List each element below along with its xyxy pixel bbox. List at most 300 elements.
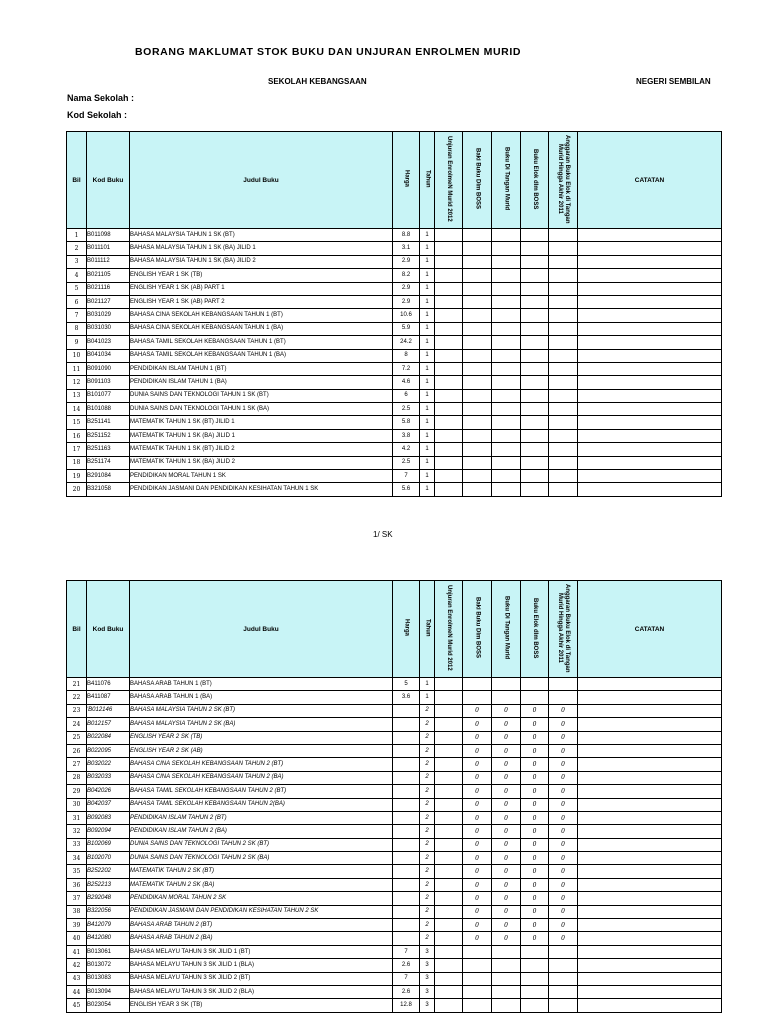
- cell-catatan[interactable]: [578, 470, 722, 483]
- cell-catatan[interactable]: [578, 865, 722, 878]
- cell-anggaran[interactable]: [549, 416, 578, 429]
- cell-anggaran[interactable]: [549, 362, 578, 375]
- cell-buku-elok[interactable]: [521, 456, 549, 469]
- cell-buku-tangan[interactable]: 0: [492, 919, 521, 932]
- cell-unjuran[interactable]: [435, 691, 463, 704]
- cell-unjuran[interactable]: [435, 678, 463, 691]
- cell-judul-buku[interactable]: BAHASA TAMIL SEKOLAH KEBANGSAAN TAHUN 2 (BT): [130, 785, 393, 798]
- cell-harga[interactable]: 10.6: [393, 309, 420, 322]
- cell-harga[interactable]: [393, 798, 420, 811]
- cell-bil[interactable]: 22: [67, 691, 87, 704]
- cell-anggaran[interactable]: [549, 456, 578, 469]
- cell-harga[interactable]: 2.5: [393, 456, 420, 469]
- cell-buku-tangan[interactable]: [492, 443, 521, 456]
- cell-harga[interactable]: 2.9: [393, 282, 420, 295]
- cell-unjuran[interactable]: [435, 905, 463, 918]
- cell-kod-buku[interactable]: B321058: [87, 483, 130, 496]
- cell-harga[interactable]: [393, 704, 420, 717]
- cell-catatan[interactable]: [578, 704, 722, 717]
- cell-tahun[interactable]: 2: [420, 785, 435, 798]
- cell-baki[interactable]: [463, 242, 492, 255]
- cell-unjuran[interactable]: [435, 972, 463, 985]
- cell-buku-tangan[interactable]: [492, 456, 521, 469]
- cell-judul-buku[interactable]: DUNIA SAINS DAN TEKNOLOGI TAHUN 2 SK (BT): [130, 838, 393, 851]
- cell-judul-buku[interactable]: PENDIDIKAN ISLAM TAHUN 2 (BA): [130, 825, 393, 838]
- cell-harga[interactable]: [393, 758, 420, 771]
- cell-tahun[interactable]: 3: [420, 959, 435, 972]
- cell-harga[interactable]: [393, 731, 420, 744]
- cell-buku-tangan[interactable]: [492, 229, 521, 242]
- cell-catatan[interactable]: [578, 429, 722, 442]
- cell-unjuran[interactable]: [435, 811, 463, 824]
- cell-anggaran[interactable]: 0: [549, 852, 578, 865]
- cell-judul-buku[interactable]: BAHASA TAMIL SEKOLAH KEBANGSAAN TAHUN 1 (BA): [130, 349, 393, 362]
- cell-tahun[interactable]: 2: [420, 718, 435, 731]
- cell-buku-tangan[interactable]: [492, 416, 521, 429]
- cell-baki[interactable]: [463, 282, 492, 295]
- cell-buku-tangan[interactable]: [492, 678, 521, 691]
- cell-catatan[interactable]: [578, 362, 722, 375]
- cell-kod-buku[interactable]: B022084: [87, 731, 130, 744]
- cell-tahun[interactable]: 1: [420, 456, 435, 469]
- cell-anggaran[interactable]: 0: [549, 811, 578, 824]
- cell-baki[interactable]: [463, 322, 492, 335]
- cell-bil[interactable]: 41: [67, 945, 87, 958]
- cell-anggaran[interactable]: [549, 309, 578, 322]
- cell-buku-elok[interactable]: [521, 362, 549, 375]
- cell-catatan[interactable]: [578, 376, 722, 389]
- cell-unjuran[interactable]: [435, 825, 463, 838]
- cell-kod-buku[interactable]: B092083: [87, 811, 130, 824]
- cell-buku-elok[interactable]: [521, 389, 549, 402]
- cell-tahun[interactable]: 2: [420, 919, 435, 932]
- cell-catatan[interactable]: [578, 309, 722, 322]
- cell-judul-buku[interactable]: MATEMATIK TAHUN 1 SK (BT) JILID 2: [130, 443, 393, 456]
- cell-judul-buku[interactable]: ENGLISH YEAR 1 SK (TB): [130, 269, 393, 282]
- cell-bil[interactable]: 44: [67, 985, 87, 998]
- cell-tahun[interactable]: 1: [420, 389, 435, 402]
- cell-buku-elok[interactable]: [521, 229, 549, 242]
- cell-tahun[interactable]: 1: [420, 403, 435, 416]
- cell-catatan[interactable]: [578, 744, 722, 757]
- cell-unjuran[interactable]: [435, 798, 463, 811]
- cell-tahun[interactable]: 1: [420, 443, 435, 456]
- cell-kod-buku[interactable]: B013083: [87, 972, 130, 985]
- cell-harga[interactable]: [393, 785, 420, 798]
- cell-buku-tangan[interactable]: [492, 376, 521, 389]
- cell-kod-buku[interactable]: B011101: [87, 242, 130, 255]
- cell-buku-tangan[interactable]: 0: [492, 892, 521, 905]
- cell-bil[interactable]: 17: [67, 443, 87, 456]
- cell-buku-tangan[interactable]: 0: [492, 825, 521, 838]
- cell-buku-tangan[interactable]: [492, 362, 521, 375]
- cell-kod-buku[interactable]: B021127: [87, 295, 130, 308]
- cell-kod-buku[interactable]: B011112: [87, 255, 130, 268]
- cell-buku-elok[interactable]: [521, 999, 549, 1012]
- cell-baki[interactable]: [463, 429, 492, 442]
- cell-unjuran[interactable]: [435, 336, 463, 349]
- cell-anggaran[interactable]: [549, 389, 578, 402]
- cell-catatan[interactable]: [578, 322, 722, 335]
- cell-baki[interactable]: 0: [463, 771, 492, 784]
- cell-judul-buku[interactable]: BAHASA CINA SEKOLAH KEBANGSAAN TAHUN 1 (BT): [130, 309, 393, 322]
- cell-anggaran[interactable]: [549, 691, 578, 704]
- cell-harga[interactable]: 3.6: [393, 691, 420, 704]
- cell-buku-tangan[interactable]: [492, 336, 521, 349]
- cell-unjuran[interactable]: [435, 443, 463, 456]
- cell-anggaran[interactable]: [549, 336, 578, 349]
- cell-buku-tangan[interactable]: [492, 349, 521, 362]
- cell-baki[interactable]: [463, 376, 492, 389]
- cell-baki[interactable]: [463, 349, 492, 362]
- cell-tahun[interactable]: 3: [420, 972, 435, 985]
- cell-anggaran[interactable]: 0: [549, 718, 578, 731]
- cell-anggaran[interactable]: [549, 678, 578, 691]
- cell-catatan[interactable]: [578, 389, 722, 402]
- cell-kod-buku[interactable]: B092094: [87, 825, 130, 838]
- cell-kod-buku[interactable]: B032022: [87, 758, 130, 771]
- cell-tahun[interactable]: 2: [420, 704, 435, 717]
- cell-bil[interactable]: 4: [67, 269, 87, 282]
- cell-baki[interactable]: [463, 362, 492, 375]
- cell-tahun[interactable]: 2: [420, 758, 435, 771]
- cell-judul-buku[interactable]: PENDIDIKAN ISLAM TAHUN 1 (BA): [130, 376, 393, 389]
- cell-tahun[interactable]: 1: [420, 255, 435, 268]
- cell-bil[interactable]: 14: [67, 403, 87, 416]
- cell-judul-buku[interactable]: BAHASA ARAB TAHUN 1 (BA): [130, 691, 393, 704]
- cell-catatan[interactable]: [578, 349, 722, 362]
- cell-buku-tangan[interactable]: 0: [492, 785, 521, 798]
- cell-judul-buku[interactable]: PENDIDIKAN ISLAM TAHUN 2 (BT): [130, 811, 393, 824]
- cell-harga[interactable]: 8.2: [393, 269, 420, 282]
- cell-tahun[interactable]: 2: [420, 798, 435, 811]
- cell-tahun[interactable]: 2: [420, 932, 435, 945]
- cell-baki[interactable]: 0: [463, 758, 492, 771]
- cell-anggaran[interactable]: 0: [549, 798, 578, 811]
- cell-anggaran[interactable]: [549, 972, 578, 985]
- cell-harga[interactable]: 2.5: [393, 403, 420, 416]
- cell-judul-buku[interactable]: DUNIA SAINS DAN TEKNOLOGI TAHUN 1 SK (BT): [130, 389, 393, 402]
- cell-catatan[interactable]: [578, 483, 722, 496]
- cell-bil[interactable]: 24: [67, 718, 87, 731]
- cell-harga[interactable]: 5.9: [393, 322, 420, 335]
- cell-catatan[interactable]: [578, 892, 722, 905]
- cell-judul-buku[interactable]: BAHASA ARAB TAHUN 2 (BA): [130, 932, 393, 945]
- cell-kod-buku[interactable]: B101077: [87, 389, 130, 402]
- cell-buku-elok[interactable]: 0: [521, 838, 549, 851]
- cell-catatan[interactable]: [578, 825, 722, 838]
- cell-buku-elok[interactable]: 0: [521, 932, 549, 945]
- cell-tahun[interactable]: 1: [420, 229, 435, 242]
- cell-kod-buku[interactable]: B011098: [87, 229, 130, 242]
- cell-anggaran[interactable]: 0: [549, 878, 578, 891]
- cell-harga[interactable]: 7.2: [393, 362, 420, 375]
- cell-buku-tangan[interactable]: 0: [492, 718, 521, 731]
- cell-catatan[interactable]: [578, 269, 722, 282]
- cell-unjuran[interactable]: [435, 892, 463, 905]
- cell-catatan[interactable]: [578, 919, 722, 932]
- cell-anggaran[interactable]: 0: [549, 744, 578, 757]
- cell-judul-buku[interactable]: PENDIDIKAN JASMANI DAN PENDIDIKAN KESIHATAN TAHUN 1 SK: [130, 483, 393, 496]
- cell-anggaran[interactable]: [549, 403, 578, 416]
- cell-anggaran[interactable]: [549, 985, 578, 998]
- cell-harga[interactable]: 2.6: [393, 985, 420, 998]
- cell-tahun[interactable]: 2: [420, 878, 435, 891]
- cell-kod-buku[interactable]: 'B012146: [87, 704, 130, 717]
- cell-buku-elok[interactable]: [521, 678, 549, 691]
- cell-harga[interactable]: 2.9: [393, 295, 420, 308]
- cell-unjuran[interactable]: [435, 376, 463, 389]
- cell-unjuran[interactable]: [435, 470, 463, 483]
- cell-baki[interactable]: 0: [463, 744, 492, 757]
- cell-unjuran[interactable]: [435, 865, 463, 878]
- cell-catatan[interactable]: [578, 242, 722, 255]
- cell-buku-tangan[interactable]: [492, 282, 521, 295]
- cell-bil[interactable]: 19: [67, 470, 87, 483]
- cell-kod-buku[interactable]: B102069: [87, 838, 130, 851]
- cell-anggaran[interactable]: [549, 295, 578, 308]
- cell-baki[interactable]: 0: [463, 878, 492, 891]
- cell-buku-elok[interactable]: [521, 945, 549, 958]
- cell-baki[interactable]: [463, 456, 492, 469]
- cell-baki[interactable]: [463, 972, 492, 985]
- cell-anggaran[interactable]: 0: [549, 919, 578, 932]
- cell-harga[interactable]: [393, 865, 420, 878]
- cell-judul-buku[interactable]: DUNIA SAINS DAN TEKNOLOGI TAHUN 2 SK (BA): [130, 852, 393, 865]
- cell-baki[interactable]: 0: [463, 919, 492, 932]
- cell-tahun[interactable]: 1: [420, 691, 435, 704]
- cell-buku-tangan[interactable]: [492, 483, 521, 496]
- cell-tahun[interactable]: 3: [420, 985, 435, 998]
- cell-buku-tangan[interactable]: 0: [492, 905, 521, 918]
- cell-bil[interactable]: 42: [67, 959, 87, 972]
- cell-tahun[interactable]: 2: [420, 731, 435, 744]
- cell-judul-buku[interactable]: BAHASA ARAB TAHUN 1 (BT): [130, 678, 393, 691]
- cell-judul-buku[interactable]: BAHASA MELAYU TAHUN 3 SK JILID 1 (BLA): [130, 959, 393, 972]
- cell-kod-buku[interactable]: B252202: [87, 865, 130, 878]
- cell-buku-elok[interactable]: [521, 282, 549, 295]
- cell-buku-tangan[interactable]: 0: [492, 878, 521, 891]
- cell-buku-elok[interactable]: [521, 349, 549, 362]
- cell-buku-elok[interactable]: [521, 295, 549, 308]
- cell-anggaran[interactable]: 0: [549, 758, 578, 771]
- cell-anggaran[interactable]: 0: [549, 785, 578, 798]
- cell-anggaran[interactable]: [549, 483, 578, 496]
- cell-harga[interactable]: [393, 838, 420, 851]
- cell-harga[interactable]: [393, 744, 420, 757]
- cell-unjuran[interactable]: [435, 483, 463, 496]
- cell-tahun[interactable]: 1: [420, 376, 435, 389]
- cell-anggaran[interactable]: [549, 429, 578, 442]
- cell-buku-elok[interactable]: [521, 336, 549, 349]
- cell-harga[interactable]: 3.1: [393, 242, 420, 255]
- cell-anggaran[interactable]: [549, 349, 578, 362]
- cell-tahun[interactable]: 2: [420, 771, 435, 784]
- cell-kod-buku[interactable]: B022095: [87, 744, 130, 757]
- cell-buku-elok[interactable]: 0: [521, 811, 549, 824]
- cell-kod-buku[interactable]: B042037: [87, 798, 130, 811]
- cell-bil[interactable]: 1: [67, 229, 87, 242]
- cell-kod-buku[interactable]: B292048: [87, 892, 130, 905]
- cell-unjuran[interactable]: [435, 429, 463, 442]
- cell-bil[interactable]: 38: [67, 905, 87, 918]
- cell-bil[interactable]: 18: [67, 456, 87, 469]
- cell-buku-elok[interactable]: [521, 255, 549, 268]
- cell-catatan[interactable]: [578, 403, 722, 416]
- cell-harga[interactable]: [393, 919, 420, 932]
- cell-catatan[interactable]: [578, 945, 722, 958]
- cell-catatan[interactable]: [578, 758, 722, 771]
- cell-buku-tangan[interactable]: [492, 295, 521, 308]
- cell-kod-buku[interactable]: B013094: [87, 985, 130, 998]
- cell-harga[interactable]: 4.2: [393, 443, 420, 456]
- cell-buku-tangan[interactable]: [492, 470, 521, 483]
- cell-buku-elok[interactable]: 0: [521, 771, 549, 784]
- cell-anggaran[interactable]: [549, 322, 578, 335]
- cell-buku-tangan[interactable]: 0: [492, 704, 521, 717]
- cell-anggaran[interactable]: 0: [549, 892, 578, 905]
- cell-anggaran[interactable]: [549, 269, 578, 282]
- cell-kod-buku[interactable]: B251174: [87, 456, 130, 469]
- cell-harga[interactable]: 7: [393, 470, 420, 483]
- cell-bil[interactable]: 10: [67, 349, 87, 362]
- cell-anggaran[interactable]: [549, 470, 578, 483]
- cell-kod-buku[interactable]: B251152: [87, 429, 130, 442]
- cell-baki[interactable]: 0: [463, 718, 492, 731]
- cell-judul-buku[interactable]: BAHASA MALAYSIA TAHUN 1 SK (BA) JILID 1: [130, 242, 393, 255]
- cell-baki[interactable]: [463, 959, 492, 972]
- cell-baki[interactable]: [463, 295, 492, 308]
- cell-bil[interactable]: 27: [67, 758, 87, 771]
- cell-harga[interactable]: 2.9: [393, 255, 420, 268]
- cell-harga[interactable]: 24.2: [393, 336, 420, 349]
- cell-harga[interactable]: 3.8: [393, 429, 420, 442]
- cell-unjuran[interactable]: [435, 403, 463, 416]
- cell-buku-elok[interactable]: [521, 470, 549, 483]
- cell-buku-elok[interactable]: 0: [521, 919, 549, 932]
- cell-unjuran[interactable]: [435, 362, 463, 375]
- cell-bil[interactable]: 23: [67, 704, 87, 717]
- cell-kod-buku[interactable]: B021116: [87, 282, 130, 295]
- cell-buku-tangan[interactable]: [492, 691, 521, 704]
- cell-judul-buku[interactable]: MATEMATIK TAHUN 2 SK (BT): [130, 865, 393, 878]
- cell-harga[interactable]: 6: [393, 389, 420, 402]
- cell-buku-elok[interactable]: 0: [521, 704, 549, 717]
- cell-catatan[interactable]: [578, 959, 722, 972]
- cell-unjuran[interactable]: [435, 852, 463, 865]
- cell-baki[interactable]: 0: [463, 731, 492, 744]
- cell-buku-elok[interactable]: [521, 403, 549, 416]
- cell-unjuran[interactable]: [435, 838, 463, 851]
- cell-buku-elok[interactable]: [521, 972, 549, 985]
- cell-buku-elok[interactable]: [521, 416, 549, 429]
- cell-anggaran[interactable]: 0: [549, 771, 578, 784]
- cell-judul-buku[interactable]: BAHASA MALAYSIA TAHUN 2 SK (BT): [130, 704, 393, 717]
- cell-unjuran[interactable]: [435, 322, 463, 335]
- cell-harga[interactable]: 7: [393, 972, 420, 985]
- cell-harga[interactable]: [393, 771, 420, 784]
- cell-unjuran[interactable]: [435, 242, 463, 255]
- cell-bil[interactable]: 39: [67, 919, 87, 932]
- cell-kod-buku[interactable]: B012157: [87, 718, 130, 731]
- cell-buku-tangan[interactable]: 0: [492, 731, 521, 744]
- cell-baki[interactable]: 0: [463, 785, 492, 798]
- cell-harga[interactable]: 5.8: [393, 416, 420, 429]
- cell-tahun[interactable]: 1: [420, 362, 435, 375]
- cell-baki[interactable]: 0: [463, 905, 492, 918]
- cell-judul-buku[interactable]: ENGLISH YEAR 2 SK (TB): [130, 731, 393, 744]
- cell-harga[interactable]: 12.8: [393, 999, 420, 1012]
- cell-unjuran[interactable]: [435, 945, 463, 958]
- cell-buku-tangan[interactable]: [492, 429, 521, 442]
- cell-bil[interactable]: 33: [67, 838, 87, 851]
- cell-unjuran[interactable]: [435, 771, 463, 784]
- cell-buku-elok[interactable]: [521, 269, 549, 282]
- cell-unjuran[interactable]: [435, 919, 463, 932]
- cell-unjuran[interactable]: [435, 282, 463, 295]
- cell-buku-elok[interactable]: 0: [521, 731, 549, 744]
- cell-tahun[interactable]: 1: [420, 269, 435, 282]
- cell-buku-elok[interactable]: 0: [521, 878, 549, 891]
- cell-harga[interactable]: [393, 825, 420, 838]
- cell-kod-buku[interactable]: B322056: [87, 905, 130, 918]
- cell-buku-tangan[interactable]: [492, 985, 521, 998]
- cell-buku-tangan[interactable]: [492, 403, 521, 416]
- cell-catatan[interactable]: [578, 336, 722, 349]
- cell-harga[interactable]: [393, 932, 420, 945]
- cell-kod-buku[interactable]: B251141: [87, 416, 130, 429]
- cell-kod-buku[interactable]: B412080: [87, 932, 130, 945]
- cell-buku-tangan[interactable]: [492, 945, 521, 958]
- cell-tahun[interactable]: 3: [420, 945, 435, 958]
- cell-judul-buku[interactable]: BAHASA CINA SEKOLAH KEBANGSAAN TAHUN 1 (BA): [130, 322, 393, 335]
- cell-catatan[interactable]: [578, 718, 722, 731]
- cell-catatan[interactable]: [578, 878, 722, 891]
- cell-baki[interactable]: [463, 269, 492, 282]
- cell-bil[interactable]: 28: [67, 771, 87, 784]
- cell-kod-buku[interactable]: B412079: [87, 919, 130, 932]
- cell-baki[interactable]: [463, 691, 492, 704]
- cell-buku-elok[interactable]: 0: [521, 892, 549, 905]
- cell-tahun[interactable]: 1: [420, 309, 435, 322]
- cell-judul-buku[interactable]: BAHASA CINA SEKOLAH KEBANGSAAN TAHUN 2 (BA): [130, 771, 393, 784]
- cell-harga[interactable]: 2.6: [393, 959, 420, 972]
- cell-bil[interactable]: 5: [67, 282, 87, 295]
- cell-bil[interactable]: 30: [67, 798, 87, 811]
- cell-bil[interactable]: 34: [67, 852, 87, 865]
- cell-harga[interactable]: 8: [393, 349, 420, 362]
- cell-buku-elok[interactable]: 0: [521, 825, 549, 838]
- cell-anggaran[interactable]: [549, 999, 578, 1012]
- cell-unjuran[interactable]: [435, 758, 463, 771]
- cell-unjuran[interactable]: [435, 349, 463, 362]
- cell-baki[interactable]: [463, 945, 492, 958]
- cell-bil[interactable]: 31: [67, 811, 87, 824]
- cell-judul-buku[interactable]: DUNIA SAINS DAN TEKNOLOGI TAHUN 1 SK (BA): [130, 403, 393, 416]
- cell-baki[interactable]: 0: [463, 825, 492, 838]
- cell-baki[interactable]: [463, 309, 492, 322]
- cell-catatan[interactable]: [578, 691, 722, 704]
- cell-buku-elok[interactable]: 0: [521, 744, 549, 757]
- cell-buku-elok[interactable]: 0: [521, 718, 549, 731]
- cell-judul-buku[interactable]: PENDIDIKAN MORAL TAHUN 1 SK: [130, 470, 393, 483]
- cell-tahun[interactable]: 3: [420, 999, 435, 1012]
- cell-kod-buku[interactable]: B101088: [87, 403, 130, 416]
- cell-bil[interactable]: 15: [67, 416, 87, 429]
- cell-buku-elok[interactable]: [521, 376, 549, 389]
- cell-tahun[interactable]: 2: [420, 892, 435, 905]
- cell-tahun[interactable]: 1: [420, 295, 435, 308]
